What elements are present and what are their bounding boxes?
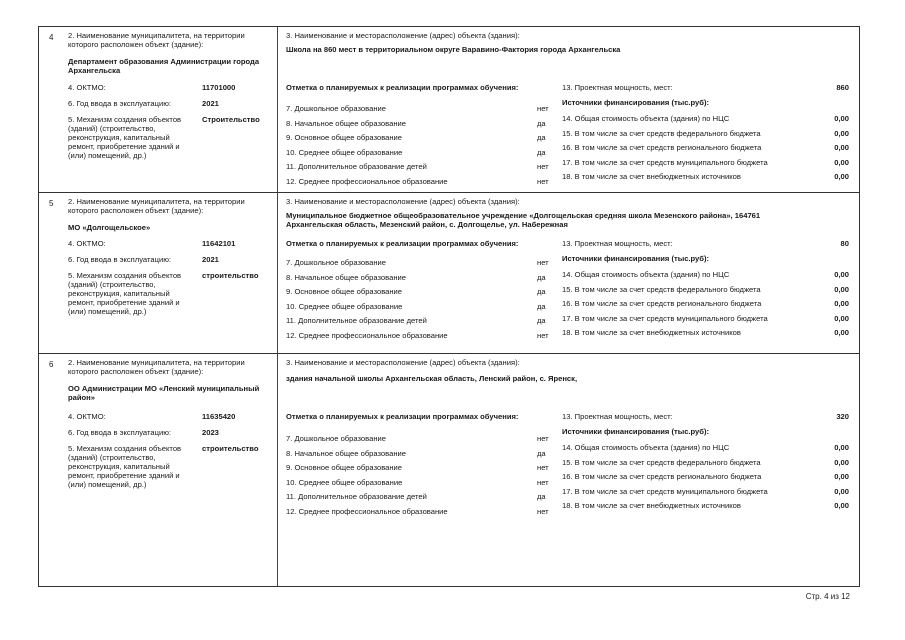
funding-value: 0,00 [834, 313, 849, 323]
municipality-value: ОО Администрации МО «Ленский муниципальный район» [68, 384, 260, 402]
funding-label: 15. В том числе за счет средств федерального бюджета [562, 457, 761, 467]
funding-value: 0,00 [834, 114, 849, 123]
funding-value: 0,00 [834, 172, 849, 181]
program-label: 8. Начальное общее образование [286, 272, 406, 282]
oktmo-value: 11701000 [202, 83, 236, 92]
object-label: 3. Наименование и месторасположение (адрес) объекта (здания): [286, 31, 520, 40]
mechanism-value: Строительство [202, 115, 260, 124]
record-block [38, 192, 860, 353]
program-flag: да [537, 316, 546, 325]
program-label: 11. Дополнительное образование детей [286, 162, 427, 171]
funding-label: 14. Общая стоимость объекта (здания) по НЦС [562, 270, 730, 279]
capacity-label: 13. Проектная мощность, мест: [562, 239, 673, 248]
mechanism-label: 5. Механизм создания объектов (зданий) (строительство, реконструкция, капитальный ремонт, приобретение зданий и (или) помещений, др.) [68, 444, 182, 489]
capacity-label: 13. Проектная мощность, мест: [562, 412, 673, 421]
program-label: 9. Основное общее образование [286, 133, 403, 142]
program-label: 11. Дополнительное образование детей [286, 492, 427, 501]
funding-header: Источники финансирования (тыс.руб): [562, 427, 710, 436]
record-number: 6 [49, 360, 54, 369]
municipality-value: Департамент образования Администрации города Архангельска [68, 57, 260, 75]
program-flag: нет [537, 162, 549, 171]
oktmo-label: 4. ОКТМО: [68, 83, 106, 92]
funding-header: Источники финансирования (тыс.руб): [562, 98, 710, 107]
program-flag: нет [537, 330, 549, 340]
program-flag: нет [537, 463, 549, 472]
object-label: 3. Наименование и месторасположение (адрес) объекта (здания): [286, 197, 520, 206]
oktmo-value: 11635420 [202, 412, 236, 421]
program-flag: да [537, 287, 546, 296]
program-flag: да [537, 448, 546, 458]
record-block [38, 353, 860, 587]
program-flag: да [537, 118, 546, 128]
program-flag: нет [537, 176, 549, 186]
funding-value: 0,00 [834, 472, 849, 481]
funding-label: 18. В том числе за счет внебюджетных источников [562, 172, 741, 181]
program-label: 10. Среднее общее образование [286, 147, 403, 157]
program-flag: да [537, 301, 546, 311]
program-flag: нет [537, 477, 549, 487]
mechanism-value: строительство [202, 271, 259, 280]
capacity-value: 320 [836, 412, 849, 421]
program-flag: нет [537, 506, 549, 516]
year-value: 2021 [202, 99, 219, 108]
program-label: 12. Среднее профессиональное образование [286, 506, 448, 516]
column-divider [277, 354, 278, 586]
funding-label: 18. В том числе за счет внебюджетных источников [562, 328, 741, 337]
year-label: 6. Год ввода в эксплуатацию: [68, 255, 171, 264]
funding-value: 0,00 [834, 157, 849, 167]
funding-label: 17. В том числе за счет средств муниципального бюджета [562, 157, 768, 167]
program-flag: нет [537, 104, 549, 113]
object-value: здания начальной школы Архангельская область, Ленский район, с. Яренск, [286, 374, 578, 383]
object-label: 3. Наименование и месторасположение (адрес) объекта (здания): [286, 358, 520, 367]
program-label: 7. Дошкольное образование [286, 434, 386, 443]
page-number: Стр. 4 из 12 [805, 592, 850, 601]
record-number: 4 [49, 33, 54, 42]
municipality-value: МО «Долгощельское» [68, 223, 151, 232]
programs-header: Отметка о планируемых к реализации программах обучения: [286, 239, 519, 248]
mechanism-label: 5. Механизм создания объектов (зданий) (строительство, реконструкция, капитальный ремонт, приобретение зданий и (или) помещений, др.) [68, 115, 182, 160]
funding-value: 0,00 [834, 486, 849, 496]
program-flag: да [537, 133, 546, 142]
program-label: 9. Основное общее образование [286, 287, 403, 296]
funding-value: 0,00 [834, 328, 849, 337]
program-flag: да [537, 272, 546, 282]
mechanism-label: 5. Механизм создания объектов (зданий) (строительство, реконструкция, капитальный ремонт, приобретение зданий и (или) помещений, др.) [68, 271, 182, 316]
oktmo-label: 4. ОКТМО: [68, 412, 106, 421]
program-label: 12. Среднее профессиональное образование [286, 176, 448, 186]
column-divider [277, 193, 278, 353]
funding-label: 15. В том числе за счет средств федерального бюджета [562, 284, 761, 294]
program-label: 8. Начальное общее образование [286, 118, 406, 128]
program-label: 7. Дошкольное образование [286, 104, 386, 113]
oktmo-value: 11642101 [202, 239, 236, 248]
funding-label: 18. В том числе за счет внебюджетных источников [562, 501, 741, 510]
funding-label: 16. В том числе за счет средств регионального бюджета [562, 299, 762, 308]
object-value: Муниципальное бюджетное общеобразовательное учреждение «Долгощельская средняя школа Мезенского района», 164761 Архангельская область, Мезенский район, с. Долгощелье, ул. Набережная [286, 211, 761, 229]
column-divider [277, 27, 278, 192]
program-label: 7. Дошкольное образование [286, 258, 386, 267]
oktmo-label: 4. ОКТМО: [68, 239, 106, 248]
record-number: 5 [49, 199, 54, 208]
program-flag: нет [537, 434, 549, 443]
funding-value: 0,00 [834, 270, 849, 279]
year-value: 2023 [202, 428, 219, 437]
funding-label: 15. В том числе за счет средств федерального бюджета [562, 128, 761, 138]
record-block [38, 26, 860, 192]
funding-value: 0,00 [834, 284, 849, 294]
program-flag: да [537, 492, 546, 501]
program-label: 12. Среднее профессиональное образование [286, 330, 448, 340]
program-flag: да [537, 147, 546, 157]
programs-header: Отметка о планируемых к реализации программах обучения: [286, 412, 519, 421]
capacity-value: 860 [836, 83, 849, 92]
year-value: 2021 [202, 255, 219, 264]
funding-label: 17. В том числе за счет средств муниципального бюджета [562, 313, 768, 323]
funding-header: Источники финансирования (тыс.руб): [562, 254, 710, 263]
municipality-label: 2. Наименование муниципалитета, на территории которого расположен объект (здание): [68, 358, 245, 376]
program-label: 9. Основное общее образование [286, 463, 403, 472]
funding-value: 0,00 [834, 501, 849, 510]
program-label: 8. Начальное общее образование [286, 448, 406, 458]
program-label: 10. Среднее общее образование [286, 301, 403, 311]
funding-label: 14. Общая стоимость объекта (здания) по НЦС [562, 443, 730, 452]
funding-value: 0,00 [834, 143, 849, 152]
funding-label: 14. Общая стоимость объекта (здания) по НЦС [562, 114, 730, 123]
year-label: 6. Год ввода в эксплуатацию: [68, 428, 171, 437]
capacity-value: 80 [840, 239, 849, 248]
year-label: 6. Год ввода в эксплуатацию: [68, 99, 171, 108]
program-label: 11. Дополнительное образование детей [286, 316, 427, 325]
capacity-label: 13. Проектная мощность, мест: [562, 83, 673, 92]
funding-value: 0,00 [834, 299, 849, 308]
mechanism-value: строительство [202, 444, 259, 453]
funding-value: 0,00 [834, 443, 849, 452]
object-value: Школа на 860 мест в территориальном округе Варавино-Фактория города Архангельска [286, 45, 621, 54]
funding-value: 0,00 [834, 128, 849, 138]
municipality-label: 2. Наименование муниципалитета, на территории которого расположен объект (здание): [68, 197, 245, 215]
program-flag: нет [537, 258, 549, 267]
municipality-label: 2. Наименование муниципалитета, на территории которого расположен объект (здание): [68, 31, 245, 49]
program-label: 10. Среднее общее образование [286, 477, 403, 487]
programs-header: Отметка о планируемых к реализации программах обучения: [286, 83, 519, 92]
funding-label: 16. В том числе за счет средств регионального бюджета [562, 472, 762, 481]
funding-value: 0,00 [834, 457, 849, 467]
funding-label: 16. В том числе за счет средств регионального бюджета [562, 143, 762, 152]
funding-label: 17. В том числе за счет средств муниципального бюджета [562, 486, 768, 496]
